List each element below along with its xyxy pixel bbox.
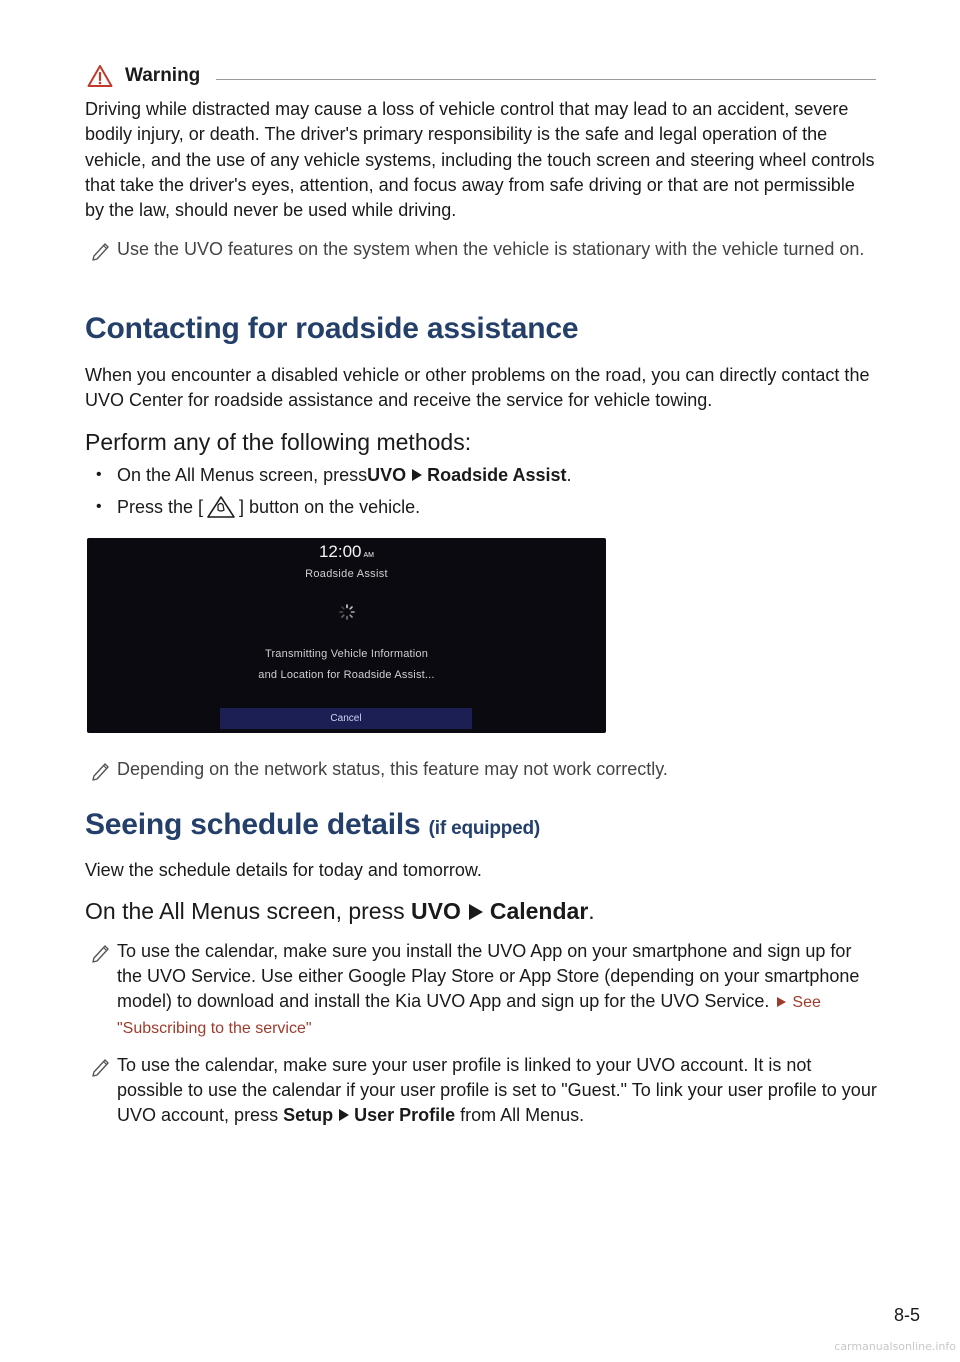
schedule-heading-suffix: (if equipped) [428, 818, 541, 839]
note-calendar-profile [85, 1053, 877, 1128]
roadside-assist-button-icon [204, 494, 238, 520]
bullet-roadside-menu [96, 463, 572, 487]
page-number: 8-5 [893, 1305, 920, 1325]
schedule-heading-text: Seeing schedule details [85, 808, 421, 841]
instruction-uvo: UVO [411, 898, 461, 924]
note-pencil-icon [85, 237, 117, 261]
bullet-roadside-button [96, 494, 420, 520]
warning-header [87, 62, 876, 90]
note2-end: from All Menus. [455, 1105, 585, 1125]
screen-message-line1: Transmitting Vehicle Information [264, 648, 429, 660]
bullet-dot-icon: • [96, 466, 102, 483]
note-stationary-text: Use the UVO features on the system when the vehicle is stationary with the vehicle turned on. [117, 239, 865, 259]
note2-setup: Setup [283, 1105, 334, 1125]
arrow-right-icon [412, 469, 422, 481]
bullet1-end: . [566, 465, 572, 485]
roadside-heading: Contacting for roadside assistance [85, 312, 579, 345]
warning-divider [216, 79, 876, 80]
schedule-intro: View the schedule details for today and tomorrow. [85, 860, 482, 880]
screen-time: 12:00 [318, 542, 362, 561]
note2-text: To use the calendar, make sure your user profile is linked to your UVO account. It is not possible to use the calendar if your user profile is set to "Guest." To link your user profile to your UVO account, press [117, 1055, 877, 1125]
note-network [85, 757, 877, 782]
screen-clock [87, 542, 606, 562]
note-network-text: Depending on the network status, this feature may not work correctly. [117, 759, 668, 779]
bullet2-prefix: Press the [ [117, 497, 204, 517]
bullet2-suffix: ] button on the vehicle. [239, 497, 421, 517]
screen-cancel-button[interactable]: Cancel [220, 708, 472, 729]
bullet1-target: Roadside Assist [427, 465, 567, 485]
footer-watermark: carmanualsonline.info [834, 1340, 956, 1353]
roadside-intro: When you encounter a disabled vehicle or other problems on the road, you can directly contact the UVO Center for roadside assistance and receive the service for vehicle towing. [85, 365, 870, 410]
note-pencil-icon [85, 757, 117, 781]
instruction-prefix: On the All Menus screen, press [85, 898, 411, 924]
note-calendar-profile-body [117, 1053, 877, 1128]
screen-message [87, 644, 606, 686]
bullet1-prefix: On the All Menus screen, press [117, 465, 368, 485]
schedule-instruction [85, 898, 595, 925]
see-arrow-icon [777, 997, 786, 1007]
note-calendar-app-text: To use the calendar, make sure you install the UVO App on your smartphone and sign up for the UVO Service. Use either Google Play Store or App Store (depending on your smartphone model) to download and install the Kia UVO App and sign up for the UVO Service. [117, 941, 860, 1011]
instruction-end: . [588, 898, 595, 924]
loading-spinner-icon [339, 604, 355, 620]
schedule-heading [85, 808, 540, 842]
arrow-right-icon [469, 904, 483, 920]
screen-message-line2: and Location for Roadside Assist... [258, 669, 435, 681]
note-pencil-icon [85, 1053, 117, 1077]
arrow-right-icon [339, 1109, 349, 1121]
instruction-target: Calendar [489, 898, 589, 924]
note-calendar-app-body [117, 939, 877, 1041]
screen-ampm: AM [363, 552, 375, 559]
bullet1-uvo: UVO [367, 465, 407, 485]
note-calendar-app [85, 939, 877, 1041]
note2-profile: User Profile [354, 1105, 456, 1125]
methods-heading: Perform any of the following methods: [85, 429, 472, 455]
screen-title: Roadside Assist [305, 568, 388, 580]
note-stationary [85, 237, 877, 262]
note-pencil-icon [85, 939, 117, 963]
warning-label: Warning [125, 65, 201, 86]
warning-text: Driving while distracted may cause a loss of vehicle control that may lead to an accident, severe bodily injury, or death. The driver's primary responsibility is the safe and legal operation of the vehicle, and the use of any vehicle systems, including the touch screen and steering wheel controls that take the driver's eyes, attention, and focus away from safe driving or that are not permissible by the law, should never be used while driving. [85, 99, 875, 221]
bullet-dot-icon: • [96, 498, 102, 515]
subscribing-link[interactable]: See "Subscribing to the service" [117, 994, 821, 1037]
roadside-assist-screen [87, 538, 606, 733]
warning-triangle-icon [87, 64, 113, 88]
